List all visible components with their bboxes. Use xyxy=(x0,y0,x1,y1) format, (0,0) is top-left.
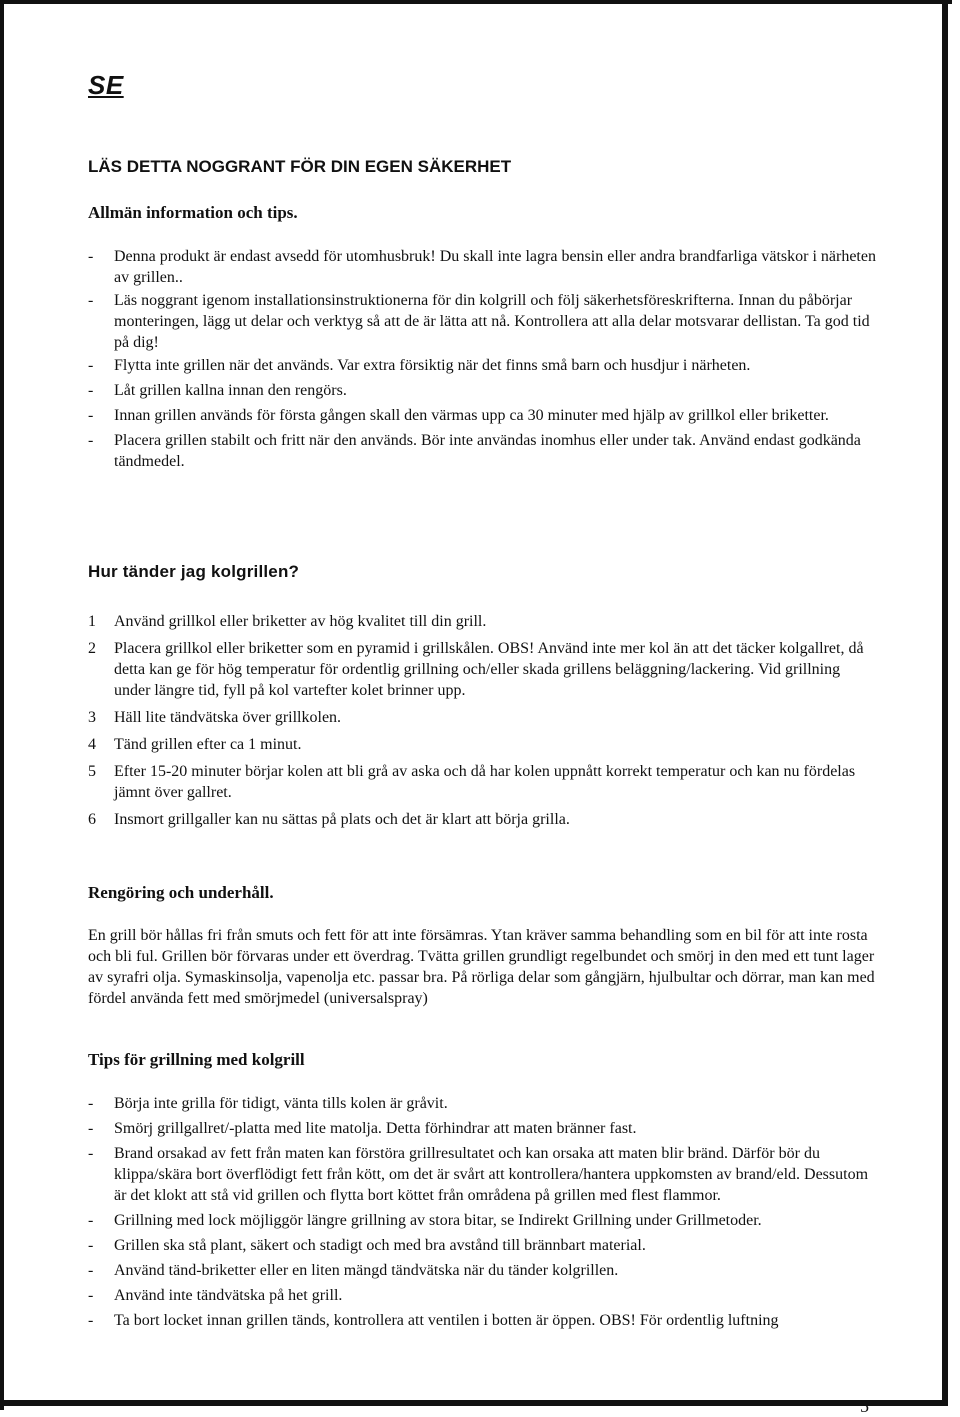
general-info-item xyxy=(88,355,878,376)
cleaning-heading: Rengöring och underhåll. xyxy=(88,883,274,902)
list-marker: - xyxy=(88,1237,94,1254)
general-info-item xyxy=(88,405,878,426)
list-item-text: Låt grillen kallna innan den rengörs. xyxy=(114,382,347,399)
list-item-text: Insmort grillgaller kan nu sättas på plats och det är klart att börja grilla. xyxy=(114,811,570,828)
list-marker: - xyxy=(88,1145,94,1162)
list-item-text: Placera grillen stabilt och fritt när den används. Bör inte användas inomhus eller under tak. Använd endast godkända tändmedel. xyxy=(114,432,861,470)
list-marker: 6 xyxy=(88,811,96,828)
general-info-item xyxy=(88,246,878,288)
list-marker: - xyxy=(88,1287,94,1304)
tips-list xyxy=(88,1093,878,1331)
lighting-step xyxy=(88,734,878,755)
list-marker: 2 xyxy=(88,640,96,657)
list-item-text: Tänd grillen efter ca 1 minut. xyxy=(114,736,302,753)
list-marker: - xyxy=(88,1262,94,1279)
tips-item xyxy=(88,1143,878,1206)
general-info-list xyxy=(88,246,878,472)
list-item-text: Grillen ska stå plant, säkert och stadigt och med bra avstånd till brännbart material. xyxy=(114,1237,646,1254)
list-marker: - xyxy=(88,1212,94,1229)
lighting-step xyxy=(88,761,878,803)
tips-item xyxy=(88,1093,878,1114)
list-item-text: Börja inte grilla för tidigt, vänta tills kolen är gråvit. xyxy=(114,1095,448,1112)
list-marker: 4 xyxy=(88,736,96,753)
tips-item xyxy=(88,1210,878,1231)
list-marker: - xyxy=(88,248,94,265)
lighting-step xyxy=(88,809,878,830)
tips-heading: Tips för grillning med kolgrill xyxy=(88,1050,305,1069)
list-marker: - xyxy=(88,357,94,374)
tips-item xyxy=(88,1118,878,1139)
page-number: 5 xyxy=(860,1396,869,1416)
lighting-steps-list xyxy=(88,611,878,830)
list-marker: - xyxy=(88,382,94,399)
list-item-text: Använd grillkol eller briketter av hög kvalitet till din grill. xyxy=(114,613,487,630)
general-info-item xyxy=(88,290,878,353)
list-item-text: Placera grillkol eller briketter som en pyramid i grillskålen. OBS! Använd inte mer kol än att det täcker kolgallret, då detta kan ge för hög temperatur för ordentlig grillning och/eller skada grillens beläggning/lackering. Vid grillning under längre tid, fyll på kol vartefter kolet brinner upp. xyxy=(114,640,864,699)
list-marker: 5 xyxy=(88,763,96,780)
cleaning-paragraph: En grill bör hållas fri från smuts och fett för att inte försämras. Ytan kräver samma behandling som en bil för att inte rosta och bli ful. Grillen bör förvaras under ett överdrag. Tvätta grillen grundligt regelbundet och smörj in den med ett tunt lager av syrafri olja. Symaskinsolja, vapenolja etc. passar bra. På rörliga delar som gångjärn, hjulbultar och dörrar, man kan med fördel använda fett med smörjmedel (universalspray) xyxy=(88,927,875,1007)
list-marker: - xyxy=(88,407,94,424)
list-item-text: Använd tänd-briketter eller en liten mängd tändvätska när du tänder kolgrillen. xyxy=(114,1262,619,1279)
list-item-text: Brand orsakad av fett från maten kan förstöra grillresultatet och kan orsaka att maten blir bränd. Därför bör du klippa/skära bort överflödigt fett från kött, om det är svårt att kontrollera/hantera uppkomsten av brand/eld. Dessutom är det klokt att stå vid grillen och flytta bort köttet från områdena på grillen med flest flammor. xyxy=(114,1145,869,1204)
tips-item xyxy=(88,1235,878,1256)
list-marker: 3 xyxy=(88,709,96,726)
list-marker: - xyxy=(88,292,94,309)
list-item-text: Denna produkt är endast avsedd för utomhusbruk! Du skall inte lagra bensin eller andra brandfarliga vätskor i närheten av grillen.. xyxy=(114,248,876,286)
list-item-text: Ta bort locket innan grillen tänds, kontrollera att ventilen i botten är öppen. OBS! För ordentlig luftning xyxy=(114,1312,779,1329)
lighting-step xyxy=(88,638,878,701)
list-marker: - xyxy=(88,432,94,449)
safety-warning-heading: LÄS DETTA NOGGRANT FÖR DIN EGEN SÄKERHET xyxy=(88,157,512,176)
general-info-item xyxy=(88,430,878,472)
list-marker: 1 xyxy=(88,613,96,630)
list-item-text: Häll lite tändvätska över grillkolen. xyxy=(114,709,342,726)
list-item-text: Använd inte tändvätska på het grill. xyxy=(114,1287,343,1304)
list-item-text: Innan grillen används för första gången skall den värmas upp ca 30 minuter med hjälp av grillkol eller briketter. xyxy=(114,407,829,424)
list-marker: - xyxy=(88,1312,94,1329)
tips-item xyxy=(88,1285,878,1306)
list-marker: - xyxy=(88,1095,94,1112)
lighting-step xyxy=(88,707,878,728)
lighting-step xyxy=(88,611,878,632)
list-item-text: Efter 15-20 minuter börjar kolen att bli grå av aska och då har kolen uppnått korrekt temperatur och kan nu fördelas jämnt över gallret. xyxy=(114,763,856,801)
list-item-text: Läs noggrant igenom installationsinstruktionerna för din kolgrill och följ säkerhetsföreskrifterna. Innan du påbörjar monteringen, lägg ut delar och verktyg så att de är lätta att nå. Kontrollera att alla delar motsvarar dellistan. Ta god tid på dig! xyxy=(114,292,870,351)
list-item-text: Grillning med lock möjliggör längre grillning av stora bitar, se Indirekt Grillning under Grillmetoder. xyxy=(114,1212,762,1229)
general-info-item xyxy=(88,380,878,401)
tips-item xyxy=(88,1260,878,1281)
tips-item xyxy=(88,1310,878,1331)
lighting-heading: Hur tänder jag kolgrillen? xyxy=(88,562,300,581)
general-info-heading: Allmän information och tips. xyxy=(88,203,298,222)
list-item-text: Smörj grillgallret/-platta med lite matolja. Detta förhindrar att maten bränner fast. xyxy=(114,1120,637,1137)
list-item-text: Flytta inte grillen när det används. Var extra försiktig när det finns små barn och husdjur i närheten. xyxy=(114,357,751,374)
language-tag: SE xyxy=(88,70,124,100)
list-marker: - xyxy=(88,1120,94,1137)
